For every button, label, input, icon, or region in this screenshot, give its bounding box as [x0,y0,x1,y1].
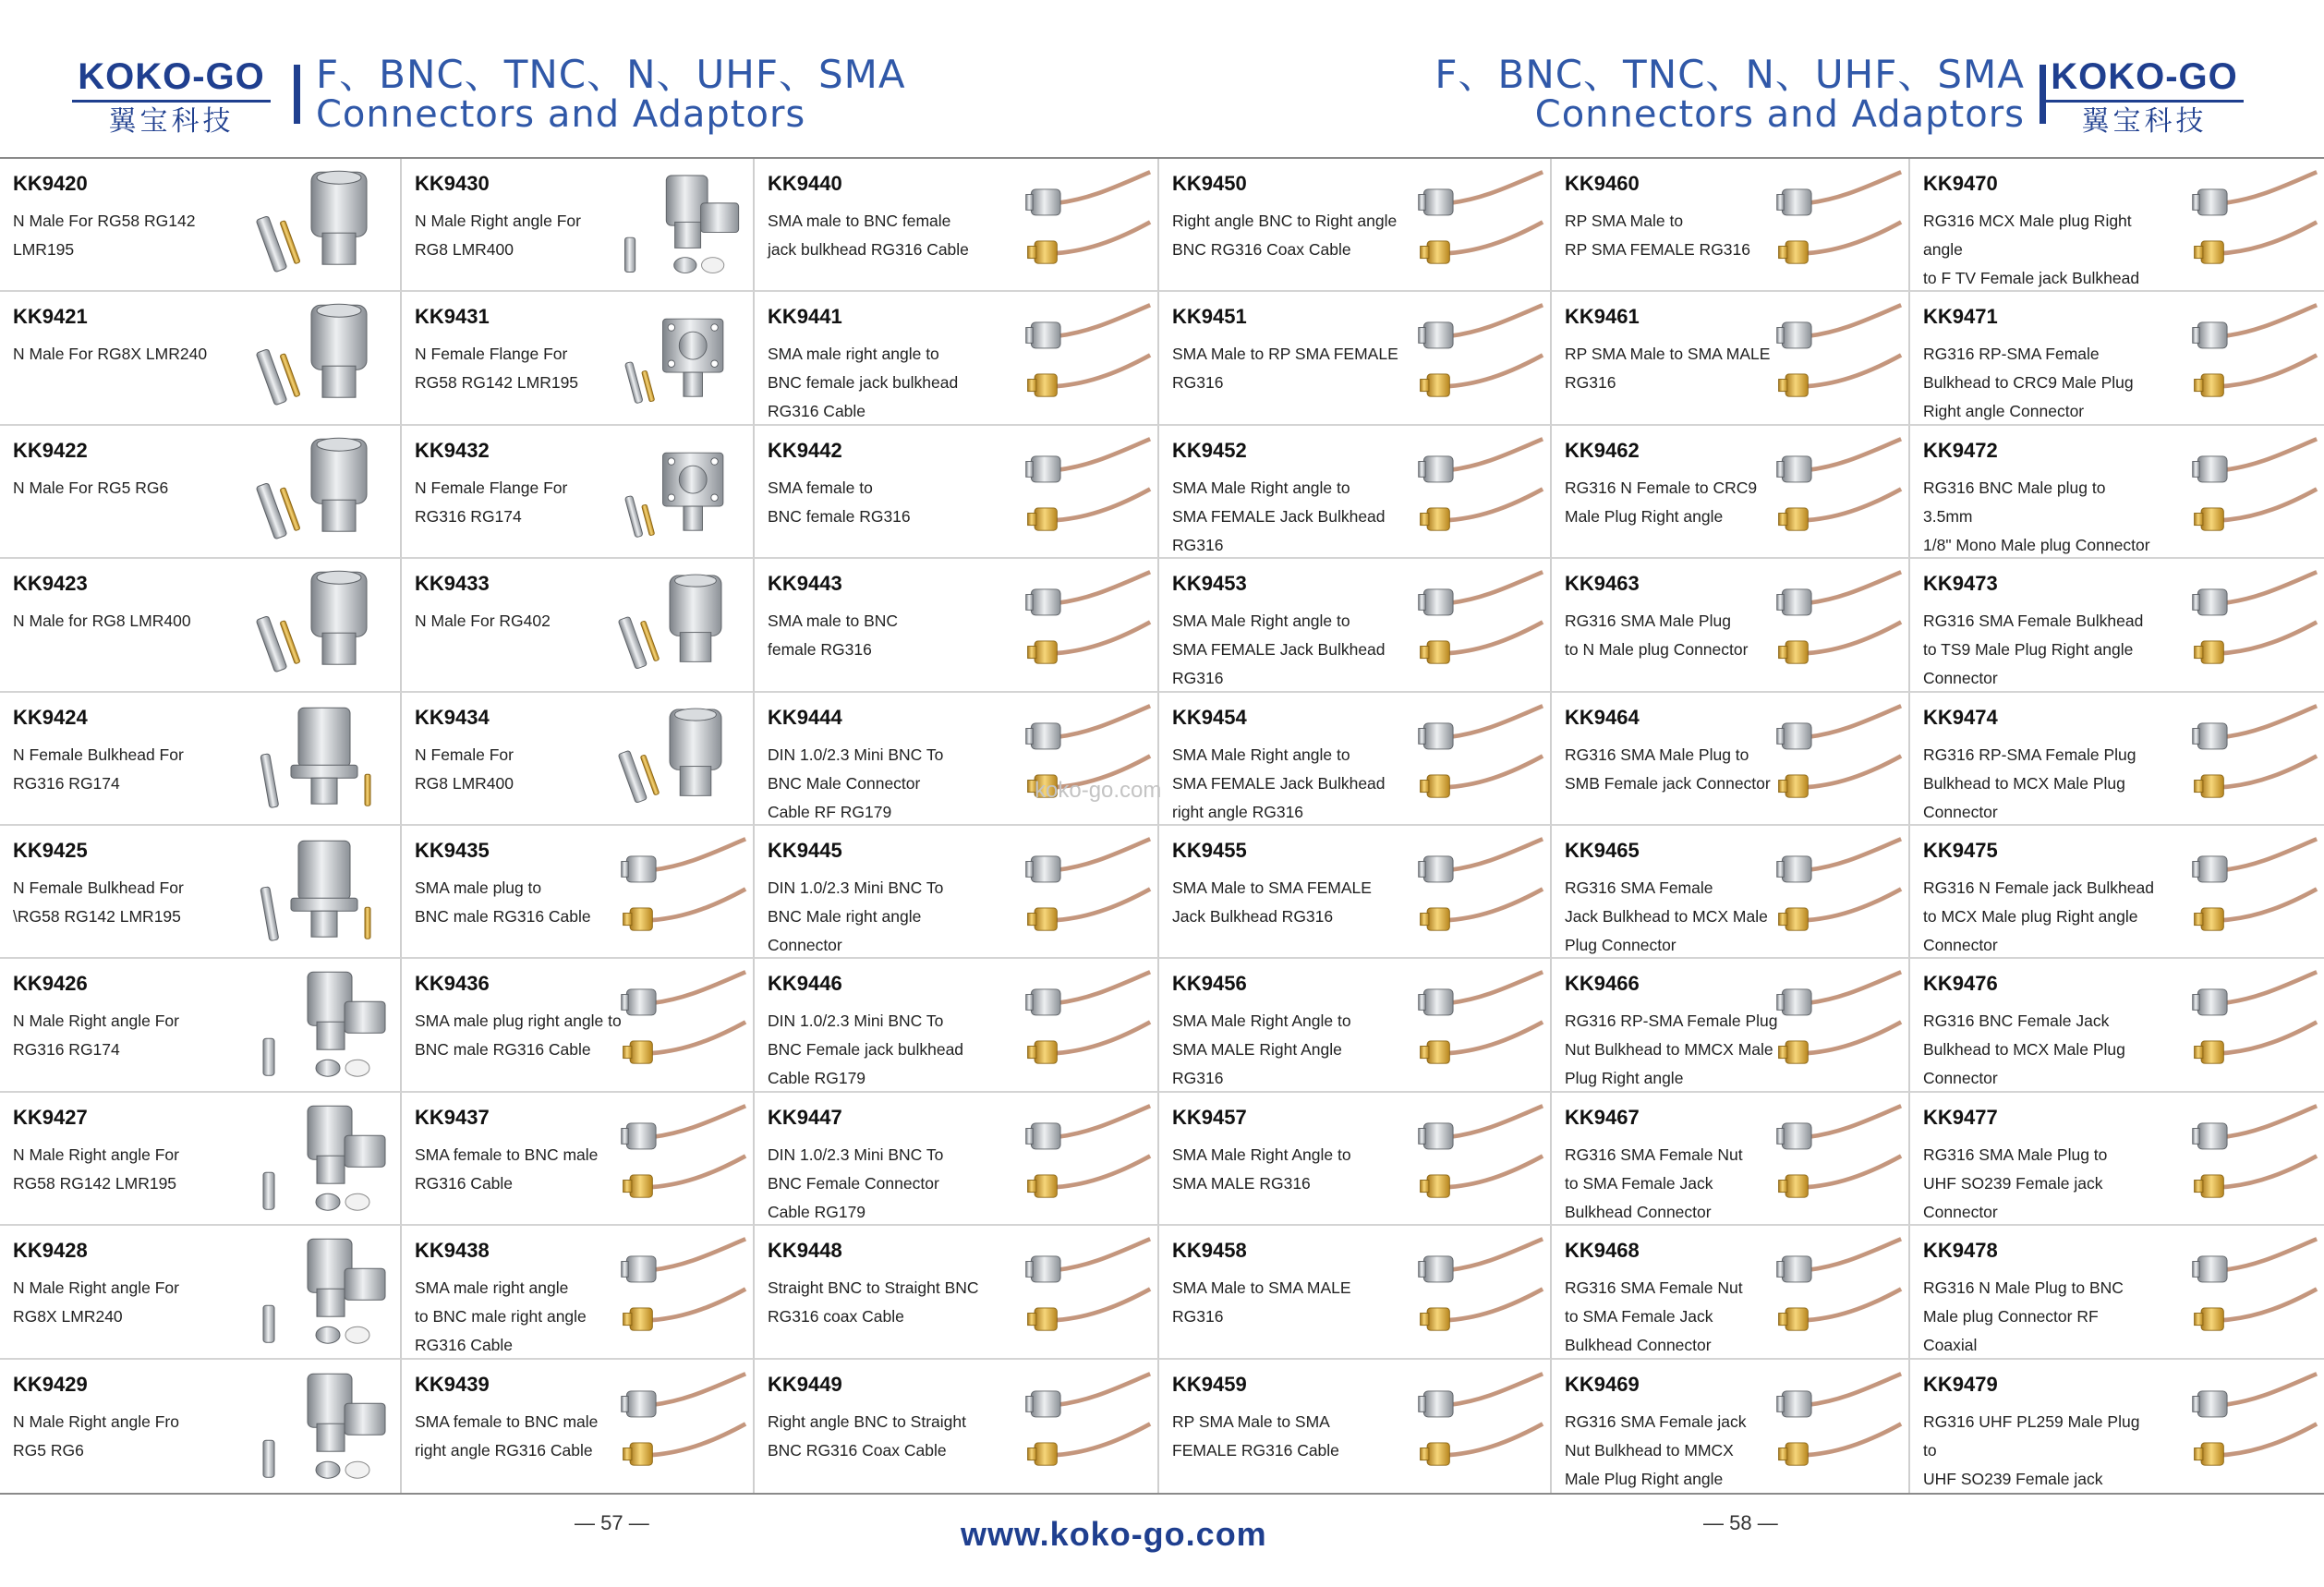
product-description: SMA Male Right Angle to SMA MALE RG316 [1172,1145,1351,1193]
product-description: RG316 BNC Male plug to 3.5mm 1/8" Mono Male plug Connector [1923,478,2150,554]
product-code: KK9436 [415,972,490,996]
product-card[interactable] [1159,1226,1552,1359]
product-description: SMA male plug to BNC male RG316 Cable [415,878,591,926]
product-card[interactable] [1910,1226,2324,1359]
product-description: RG316 BNC Female Jack Bulkhead to MCX Male Plug Connector [1923,1012,2125,1088]
product-description: SMA male right angle to BNC female jack bulkhead RG316 Cable [768,345,959,421]
product-description: Straight BNC to Straight BNC RG316 coax Cable [768,1278,979,1327]
product-image-cable-connector [1023,1098,1152,1218]
product-card[interactable] [755,292,1159,425]
header-divider-left [294,65,300,124]
product-image-crimp-connector [256,431,394,551]
product-card[interactable] [1159,426,1552,559]
product-card[interactable] [755,1226,1159,1359]
product-description: SMA male right angle to BNC male right angle RG316 Cable [415,1278,587,1355]
product-description: N Male For RG402 [415,612,551,631]
header-title-line1: F、BNC、TNC、N、UHF、SMA [1434,52,2025,97]
product-description: N Male Right angle For RG8 LMR400 [415,212,581,259]
product-description: DIN 1.0/2.3 Mini BNC To BNC Male Connector Cable RF RG179 [768,745,944,821]
product-image-cable-connector [1415,964,1544,1084]
product-description: N Male For RG8X LMR240 [13,345,208,364]
product-card[interactable] [402,426,755,559]
logo-chinese-text: 翼宝科技 [108,105,235,138]
product-card[interactable] [1159,1360,1552,1493]
product-image-cable-connector [1415,1231,1544,1351]
product-card[interactable] [402,826,755,959]
product-description: N Male Right angle For RG316 RG174 [13,1012,179,1060]
product-description: DIN 1.0/2.3 Mini BNC To BNC Female jack bulkhead Cable RG179 [768,1012,964,1088]
page-number-right: — 58 — [1703,1511,1778,1534]
product-image-cable-connector [1023,297,1152,418]
product-image-cable-connector [1023,564,1152,684]
product-description: N Male For RG58 RG142 LMR195 [13,212,196,259]
product-card[interactable] [755,1360,1159,1493]
product-card[interactable] [1910,826,2324,959]
product-description: RG316 N Female to CRC9 Male Plug Right angle [1565,478,1758,526]
logo-underline [72,100,271,103]
product-image-cable-connector [2189,964,2318,1084]
product-card[interactable] [0,693,402,826]
product-description: RG316 SMA Female Nut to SMA Female Jack Bulkhead Connector [1565,1145,1743,1221]
product-description: SMA Male Right angle to SMA FEMALE Jack Bulkhead right angle RG316 [1172,745,1386,821]
product-image-cable-connector [2189,831,2318,951]
product-card[interactable] [0,159,402,292]
product-image-cable-connector [1023,964,1152,1084]
product-card[interactable] [0,559,402,692]
product-code: KK9467 [1565,1105,1640,1129]
product-card[interactable] [1910,693,2324,826]
product-description: SMA Male to RP SMA FEMALE RG316 [1172,345,1398,393]
product-code: KK9451 [1172,305,1247,329]
product-description: RG316 SMA Male Plug to N Male plug Connector [1565,612,1749,660]
product-image-crimp-connector [256,164,394,285]
product-description: RG316 N Female jack Bulkhead to MCX Male plug Right angle Connector [1923,878,2154,954]
product-card[interactable] [755,959,1159,1092]
product-code: KK9430 [415,172,490,195]
product-card[interactable] [1552,426,1910,559]
product-image-cable-connector [1023,431,1152,551]
product-code: KK9434 [415,705,490,729]
product-image-cable-connector [2189,564,2318,684]
product-code: KK9472 [1923,438,1998,462]
product-description: N Male Right angle Fro RG5 RG6 [13,1411,179,1460]
product-card[interactable] [1552,292,1910,425]
product-description: SMA female to BNC female RG316 [768,478,911,526]
product-code: KK9458 [1172,1239,1247,1263]
product-card[interactable] [0,1093,402,1226]
product-code: KK9425 [13,838,88,862]
product-description: N Female Bulkhead For \RG58 RG142 LMR195 [13,878,184,926]
product-code: KK9448 [768,1239,842,1263]
product-card[interactable] [755,159,1159,292]
product-description: RG316 SMA Female Jack Bulkhead to MCX Male Plug Connector [1565,878,1768,954]
product-image-cable-connector [1415,297,1544,418]
product-image-cable-connector [2189,297,2318,418]
product-image-bulkhead-connector [256,831,394,951]
product-code: KK9462 [1565,438,1640,462]
product-code: KK9427 [13,1105,88,1129]
product-card[interactable] [755,1093,1159,1226]
product-description: N Female Flange For RG316 RG174 [415,478,568,526]
product-grid [0,157,2324,1495]
product-card[interactable] [1910,426,2324,559]
product-code: KK9444 [768,705,842,729]
product-code: KK9465 [1565,838,1640,862]
product-description: RG316 SMA Male Plug to UHF SO239 Female jack Connector [1923,1145,2108,1221]
product-card[interactable] [1552,1360,1910,1493]
product-card[interactable] [1159,959,1552,1092]
product-card[interactable] [755,693,1162,826]
product-description: SMA female to BNC male right angle RG316 Cable [415,1411,599,1460]
product-code: KK9421 [13,305,88,329]
product-code: KK9471 [1923,305,1998,329]
product-code: KK9468 [1565,1239,1640,1263]
product-image-rightangle-connector [256,1231,394,1351]
product-image-cable-connector [1415,431,1544,551]
product-code: KK9443 [768,572,842,596]
product-image-cable-connector [1415,564,1544,684]
product-description: RP SMA Male to SMA MALE RG316 [1565,345,1771,393]
product-card[interactable] [402,159,755,292]
product-code: KK9475 [1923,838,1998,862]
product-code: KK9429 [13,1372,88,1396]
product-description: SMA male to BNC female RG316 [768,612,899,660]
product-code: KK9450 [1172,172,1247,195]
product-code: KK9428 [13,1239,88,1263]
product-card[interactable] [1910,159,2324,292]
logo-left [72,57,271,138]
product-code: KK9445 [768,838,842,862]
product-image-cable-connector [1023,1231,1152,1351]
product-card[interactable] [1552,559,1910,692]
product-image-cable-connector [2189,1365,2318,1487]
product-description: RG316 SMA Female Bulkhead to TS9 Male Plug Right angle Connector [1923,612,2144,688]
header-title-line2: Connectors and Adaptors [1534,93,2025,136]
product-description: DIN 1.0/2.3 Mini BNC To BNC Female Connector Cable RG179 [768,1145,944,1221]
product-card[interactable] [1910,292,2324,425]
logo-text: KOKO-GO [78,56,265,97]
header-title-line2: Connectors and Adaptors [316,93,806,136]
product-card[interactable] [1910,959,2324,1092]
product-code: KK9432 [415,438,490,462]
product-code: KK9452 [1172,438,1247,462]
product-description: N Male for RG8 LMR400 [13,612,191,631]
product-image-cable-connector [1415,164,1544,285]
product-code: KK9440 [768,172,842,195]
product-description: SMA Male Right angle to SMA FEMALE Jack Bulkhead RG316 [1172,612,1386,688]
product-card[interactable] [1552,826,1910,959]
product-image-cable-connector [2189,1231,2318,1351]
product-code: KK9423 [13,572,88,596]
logo-right [2045,57,2244,138]
product-card[interactable] [0,1360,402,1493]
product-code: KK9437 [415,1105,490,1129]
product-description: Right angle BNC to Straight BNC RG316 Coax Cable [768,1411,966,1460]
product-image-cable-connector [1023,1365,1152,1487]
product-description: Right angle BNC to Right angle BNC RG316 Coax Cable [1172,212,1398,259]
product-card[interactable] [1159,292,1552,425]
product-image-cable-connector [1415,698,1544,818]
product-code: KK9453 [1172,572,1247,596]
product-card[interactable] [402,559,755,692]
product-description: SMA Male to SMA MALE RG316 [1172,1278,1351,1327]
product-code: KK9446 [768,972,842,996]
product-card[interactable] [0,826,402,959]
product-description: RG316 N Male Plug to BNC Male plug Connector RF Coaxial [1923,1278,2124,1355]
product-description: N Female For RG8 LMR400 [415,745,514,793]
product-card[interactable] [1552,693,1910,826]
product-description: N Female Flange For RG58 RG142 LMR195 [415,345,579,393]
product-card[interactable] [1552,959,1910,1092]
product-image-cable-connector [2189,164,2318,285]
product-code: KK9464 [1565,705,1640,729]
product-card[interactable] [755,559,1159,692]
watermark: koko-go.com [1035,778,1162,803]
product-image-cable-connector [1415,1098,1544,1218]
product-description: RP SMA Male to SMA FEMALE RG316 Cable [1172,1411,1339,1460]
product-image-bulkhead-connector [256,698,394,818]
product-code: KK9479 [1923,1372,1998,1396]
product-description: SMA Male Right Angle to SMA MALE Right Angle RG316 [1172,1012,1351,1088]
product-code: KK9473 [1923,572,1998,596]
product-code: KK9438 [415,1239,490,1263]
product-code: KK9422 [13,438,88,462]
product-card[interactable] [402,292,755,425]
product-card[interactable] [402,693,755,826]
logo-text: KOKO-GO [2051,56,2238,97]
product-card[interactable] [755,826,1159,959]
product-code: KK9474 [1923,705,1998,729]
product-card[interactable] [1552,1226,1910,1359]
logo-chinese-text: 翼宝科技 [2081,105,2208,138]
product-description: RG316 UHF PL259 Male Plug to UHF SO239 Female jack [1923,1411,2140,1488]
header-title-line1: F、BNC、TNC、N、UHF、SMA [316,52,906,97]
product-image-crimp-connector [256,297,394,418]
product-card[interactable] [1159,159,1552,292]
product-code: KK9459 [1172,1372,1247,1396]
product-card[interactable] [1159,826,1552,959]
product-card[interactable] [1910,1360,2324,1493]
product-description: N Male Right angle For RG8X LMR240 [13,1278,179,1327]
product-code: KK9469 [1565,1372,1640,1396]
product-card[interactable] [402,1226,755,1359]
product-code: KK9431 [415,305,490,329]
product-image-rightangle-connector [256,1365,394,1487]
product-image-cable-connector [1415,1365,1544,1487]
product-code: KK9447 [768,1105,842,1129]
product-image-cable-connector [2189,1098,2318,1218]
product-code: KK9455 [1172,838,1247,862]
product-code: KK9463 [1565,572,1640,596]
product-description: N Female Bulkhead For RG316 RG174 [13,745,184,793]
product-card[interactable] [402,1093,755,1226]
product-image-cable-connector [1415,831,1544,951]
product-card[interactable] [402,1360,755,1493]
product-image-crimp-connector [256,564,394,684]
product-card[interactable] [1552,1093,1910,1226]
product-code: KK9457 [1172,1105,1247,1129]
product-description: RG316 SMA Female jack Nut Bulkhead to MMCX Male Plug Right angle [1565,1411,1747,1488]
product-image-rightangle-connector [256,964,394,1084]
product-description: SMA Male Right angle to SMA FEMALE Jack Bulkhead RG316 [1172,478,1386,554]
product-description: N Male Right angle For RG58 RG142 LMR195 [13,1145,179,1193]
product-image-cable-connector [2189,698,2318,818]
product-card[interactable] [1159,559,1552,692]
product-description: SMA female to BNC male RG316 Cable [415,1145,599,1193]
header-title-left [316,52,906,136]
product-code: KK9460 [1565,172,1640,195]
product-card[interactable] [1159,1093,1552,1226]
product-card[interactable] [755,426,1159,559]
product-code: KK9439 [415,1372,490,1396]
product-card[interactable] [0,426,402,559]
product-card[interactable] [0,292,402,425]
page-number-left: — 57 — [575,1511,649,1534]
product-description: SMA male to BNC female jack bulkhead RG316 Cable [768,212,969,259]
product-card[interactable] [0,959,402,1092]
product-image-rightangle-connector [256,1098,394,1218]
product-code: KK9476 [1923,972,1998,996]
product-image-cable-connector [1023,831,1152,951]
product-image-cable-connector [1023,164,1152,285]
product-description: RG316 RP-SMA Female Plug Nut Bulkhead to MMCX Male Plug Right angle [1565,1012,1778,1088]
logo-underline [2045,100,2244,103]
product-code: KK9477 [1923,1105,1998,1129]
product-code: KK9478 [1923,1239,1998,1263]
product-image-cable-connector [2189,431,2318,551]
product-card[interactable] [1159,693,1552,826]
product-code: KK9441 [768,305,842,329]
website-link[interactable]: www.koko-go.com [961,1515,1267,1553]
product-card[interactable] [1910,1093,2324,1226]
product-card[interactable] [0,1226,402,1359]
product-description: RG316 SMA Female Nut to SMA Female Jack Bulkhead Connector [1565,1278,1743,1355]
product-code: KK9420 [13,172,88,195]
product-code: KK9454 [1172,705,1247,729]
product-code: KK9426 [13,972,88,996]
product-description: RG316 RP-SMA Female Plug Bulkhead to MCX Male Plug Connector [1923,745,2136,821]
product-card[interactable] [1552,159,1910,292]
product-description: RG316 RP-SMA Female Bulkhead to CRC9 Male Plug Right angle Connector [1923,345,2134,421]
product-code: KK9442 [768,438,842,462]
product-card[interactable] [1910,559,2324,692]
product-code: KK9424 [13,705,88,729]
product-code: KK9449 [768,1372,842,1396]
product-code: KK9466 [1565,972,1640,996]
header-title-right [1434,52,2025,136]
product-description: SMA male plug right angle to BNC male RG316 Cable [415,1012,622,1060]
product-code: KK9433 [415,572,490,596]
product-code: KK9461 [1565,305,1640,329]
product-description: SMA Male to SMA FEMALE Jack Bulkhead RG316 [1172,878,1372,926]
product-description: N Male For RG5 RG6 [13,478,169,497]
product-description: DIN 1.0/2.3 Mini BNC To BNC Male right angle Connector [768,878,944,954]
product-code: KK9470 [1923,172,1998,195]
product-card[interactable] [402,959,755,1092]
product-description: RG316 MCX Male plug Right angle to F TV Female jack Bulkhead [1923,212,2140,287]
product-description: RG316 SMA Male Plug to SMB Female jack Connector [1565,745,1771,793]
product-description: RP SMA Male to RP SMA FEMALE RG316 [1565,212,1751,259]
product-code: KK9435 [415,838,490,862]
product-code: KK9456 [1172,972,1247,996]
